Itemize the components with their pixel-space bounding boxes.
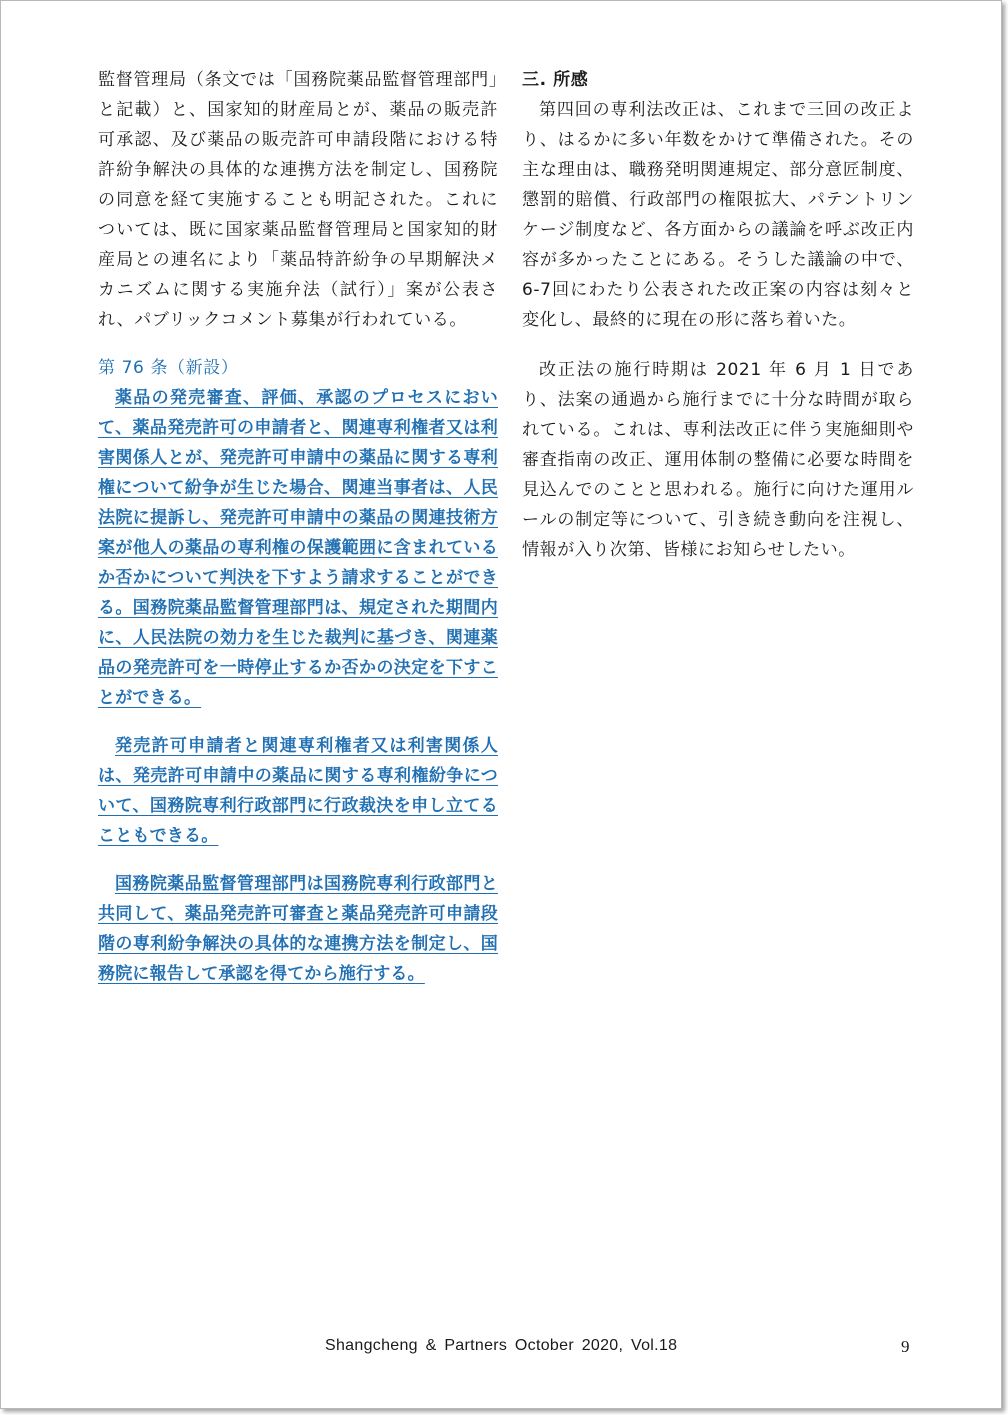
- footer-publication: Shangcheng & Partners October 2020, Vol.18: [325, 1337, 678, 1354]
- page-number: 9: [901, 1337, 910, 1356]
- section-heading: 三. 所感: [522, 70, 589, 90]
- left-column: [98, 65, 498, 989]
- remarks-paragraph-2: 改正法の施行時期は 2021 年 6 月 1 日であり、法案の通過から施行までに十分な時間が取られている。これは、専利法改正に伴う実施細則や審査指南の改正、運用体制の整備に必要な時間を見込んでのことと思われる。施行に向けた運用ルールの制定等について、引き続き動向を注視し、情報が入り次第、皆様にお知らせしたい。: [522, 360, 914, 560]
- article-paragraph-1: 薬品の発売審査、評価、承認のプロセスにおいて、薬品発売許可の申請者と、関連専利権者又は利害関係人とが、発売許可申請中の薬品に関する専利権について紛争が生じた場合、関連当事者は、人民法院に提訴し、発売許可申請中の薬品の関連技術方案が他人の薬品の専利権の保護範囲に含まれているか否かについて判決を下すよう請求することができる。国務院薬品監督管理部門は、規定された期間内に、人民法院の効力を生じた裁判に基づき、関連薬品の発売許可を一時停止するか否かの決定を下すことができる。: [98, 388, 498, 708]
- article-paragraph-3: 国務院薬品監督管理部門は国務院専利行政部門と共同して、薬品発売許可審査と薬品発売許可申請段階の専利紛争解決の具体的な連携方法を制定し、国務院に報告して承認を得てから施行する。: [98, 874, 498, 984]
- article-heading: 第 76 条（新設）: [98, 358, 239, 378]
- right-column: [522, 65, 914, 565]
- article-paragraph-2: 発売許可申請者と関連専利権者又は利害関係人は、発売許可申請中の薬品に関する専利権紛争について、国務院専利行政部門に行政裁決を申し立てることもできる。: [98, 736, 498, 846]
- remarks-paragraph-1: 第四回の専利法改正は、これまで三回の改正より、はるかに多い年数をかけて準備された。その主な理由は、職務発明関連規定、部分意匠制度、懲罰的賠償、行政部門の権限拡大、パテントリンケージ制度など、各方面からの議論を呼ぶ改正内容が多かったことにある。そうした議論の中で、6-7回にわたり公表された改正案の内容は刻々と変化し、最終的に現在の形に落ち着いた。: [522, 100, 914, 330]
- intro-paragraph: 監督管理局（条文では「国務院薬品監督管理部門」と記載）と、国家知的財産局とが、薬品の販売許可承認、及び薬品の販売許可申請段階における特許紛争解決の具体的な連携方法を制定し、国務院の同意を経て実施することも明記された。これについては、既に国家薬品監督管理局と国家知的財産局との連名により「薬品特許紛争の早期解決メカニズムに関する実施弁法（試行）」案が公表され、パブリックコメント募集が行われている。: [98, 70, 498, 330]
